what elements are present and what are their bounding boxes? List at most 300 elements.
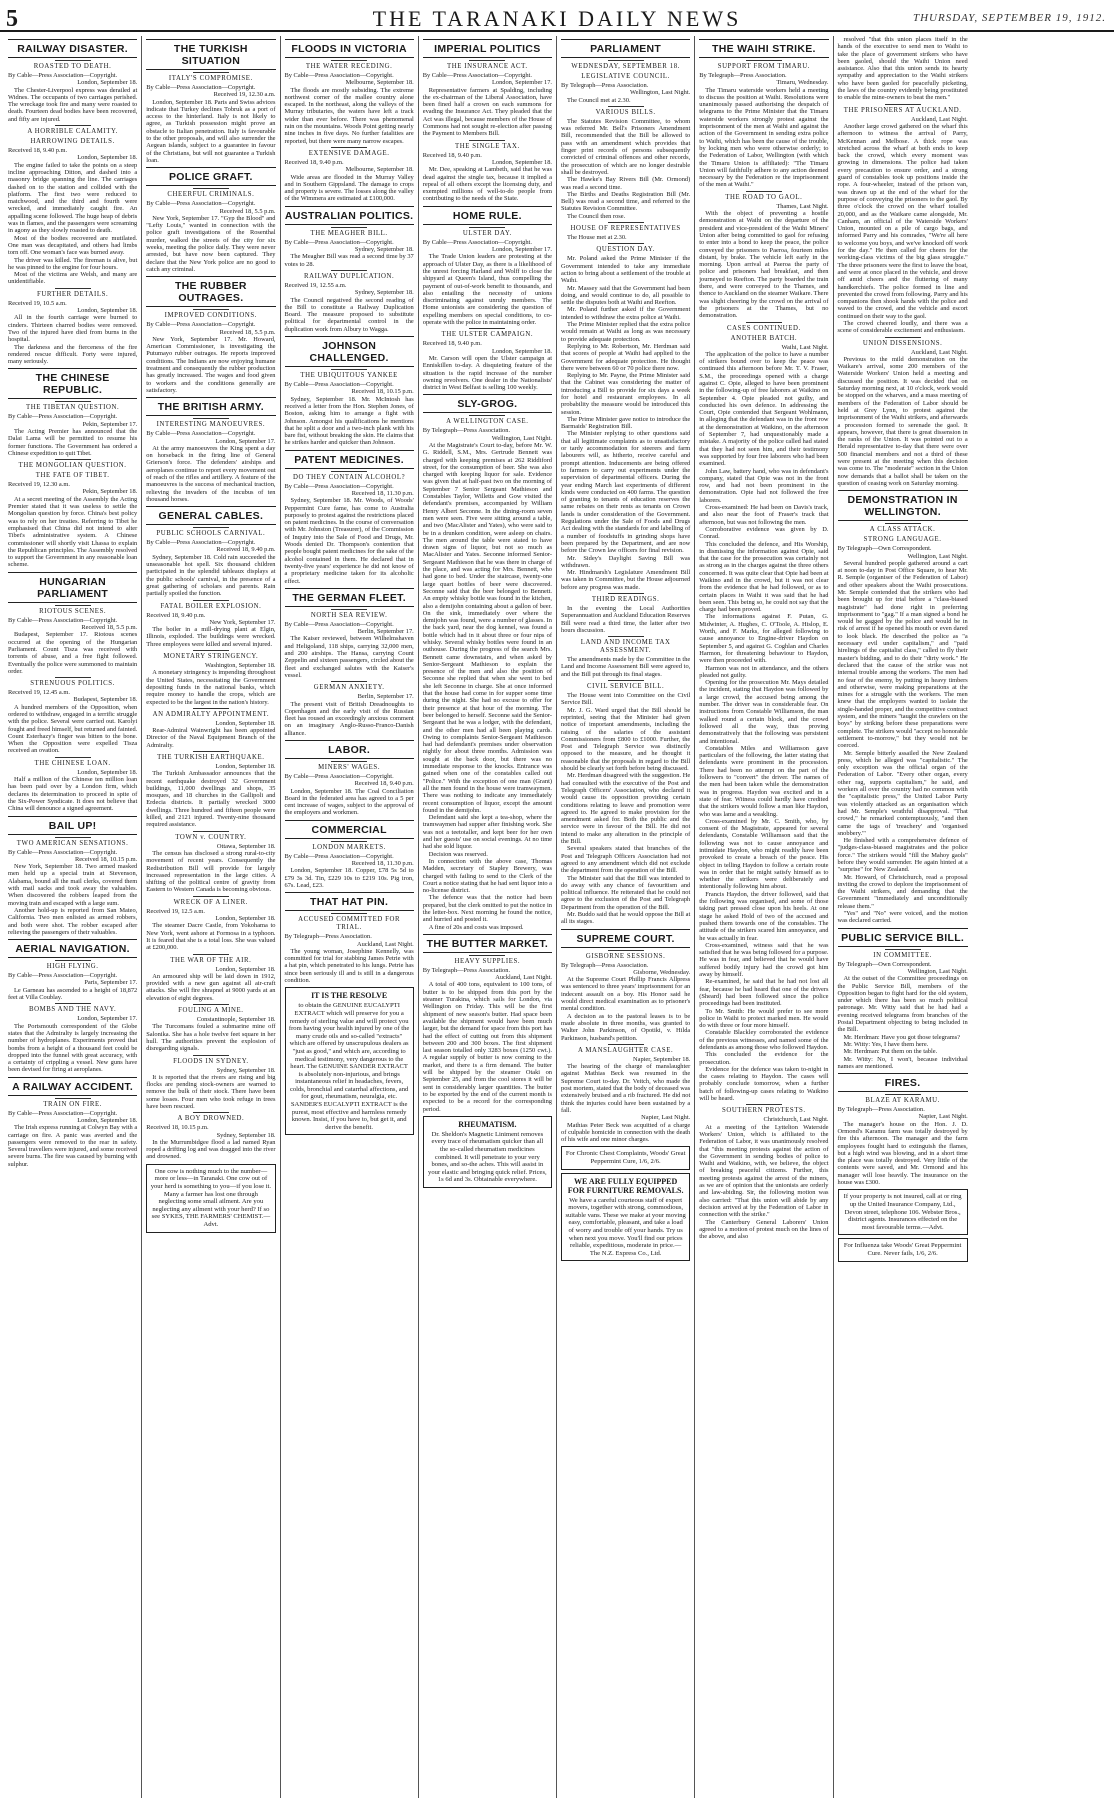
dateline: Received 18, 11.30 p.m. [351,489,414,497]
paragraph: New York, September 18. Two armed masked men held up a special train at Stevenson, Alabama, bound all the mail clerks, covered them with mail sacks and took away the valuables. When discovered the robbers leaped from the moving train and escaped with a large sum. [8,863,138,907]
paragraph: All in the fourth carriage were burned to cinders. Thirteen charred bodies were removed. Two of the injured have died from burns in the hospital. [8,314,138,344]
sub-heading: CASES CONTINUED. [726,324,801,332]
divider-rule [608,243,644,244]
sub-heading: MINERS' WAGES. [318,764,381,771]
dateline: Received 18, 9.40 p.m. [216,546,276,554]
divider-rule [608,950,644,951]
ad-heading: WE ARE FULLY EQUIPPED FOR FURNITURE REMOVALS. [567,1176,684,1195]
paragraph: Francis Haydon, the driver followed, said that the following was organised, and some of those taking part pressed close upon his heels. At one stage he asked Hold of two of the accused and pushed them towards one of the constables. The attitude of the strikers scared him annoyance, and he was actually in fear. [699,890,829,942]
paragraph: The Timaru waterside workers held a meeting to discuss the position at Waihi. Resolutions were unanimously passed authorising the despatch of telegrams to the Prime Minister that the Timaru waterside workers strongly protest against the imprisonment of the men at Waihi and against the action of the Government in sending extra police to Waihi, which has been the cause of the trouble, by locking men who were otherwise orderly; to the Federation of Labor, Wellington (with which the Timaru Union is affiliated): "The Timaru Union will faithfully adhere to any action deemed necessary by the Federation re the imprisonment of the men at Waihi." [699,86,829,189]
story-headline: HUNGARIAN PARLIAMENT [8,572,137,603]
byline: Received 18, 9.40 p.m. [422,340,482,348]
news-story [838,928,968,1070]
news-story [423,934,552,1113]
article-body [285,87,414,145]
paragraph: Cross-examined by Mr. C. Smith, who, by consent of the Magistrate, appeared for several defendants, Constable Williamson said that the following was not to cause annoyance and intimidate Haydon, who might readily have been provoked to create a breach of the peace. His object in telling Haydon to follow a certain route was in order that he might satisfy himself as to whether the strikers were deliberately and intentionally following him about. [699,817,829,891]
paragraph: To Mr. Smith: He would prefer to see more police in Waihi to protect marked men. He would do with three or four more himself. [699,1007,829,1030]
sub-heading: LEGISLATIVE COUNCIL. [581,73,670,80]
paragraph: Mr. Witty: Yes, I have them here. [843,1040,929,1048]
paragraph: At the outset of the Committee proceedings on the Public Service Bill, members of the Opposition began to fight hard for the old system, under which there has been so much political patronage. Mr. Witty said that he had had a evening received telegrams from branches of the Postal Department objecting to being included in the Bill. [837,975,968,1034]
paragraph: Sydney, September 18. Mr. Woods, of Woods' Peppermint Cure fame, has come to Australia purposely to protest against the restrictions placed on patent medicines. In the course of conversation with Mr. Johnston (Treasurer), of the Commission of Inquiry into the Sale of Food and Drugs, Mr. Woods denied Dr. Thompson's contention that people bought patent medicines for the sake of the alcohol contained in them. He declared that in twenty-five years' experience he did not know of a proprietary medicine taken for its alcoholic effect. [284,497,414,585]
divider-rule [885,1094,921,1095]
divider-rule [469,955,505,956]
article-body [8,704,137,755]
dateline: Pekin, September 18. [82,488,138,496]
paragraph: Mr. Sidey's Daylight Saving Bill was withdrawn. [561,554,691,569]
paragraph: An armoured ship will be laid down in 1912, provided with a new gun against all air-craft attacks. She will fire shrapnel at 9000 yards at an elevation of eight degrees. [146,972,276,1002]
dateline: Melbourne, September 18. [345,166,414,174]
story-headline: PARLIAMENT [561,39,690,58]
paragraph: A hundred members of the Opposition, when ordered to withdraw, engaged in a terrific struggle with the police. Several were carried out. Karolyi fought and freed himself, but returned and fainted. Count Esterhazy's finger was bitten to the bone. When the Opposition were expelled Tisza received an ovation. [8,703,138,755]
paragraph: Sydney, September 18. Cold rain succeeded the unseasonable hot spell. Six thousand children participated in the splendid tableaux displays at the public schools' carnival, in the presence of a great gathering of scholars and parents. Rain partially spoiled the function. [146,553,276,598]
byline: Received 19, 10.5 a.m. [8,299,67,307]
paragraph: London, September 18. Copper, £78 5s 5d to £79 3s 3d. Tin, £229 10s to £219 10s. Pig iron, 67s. Lead, £23. [284,867,414,889]
advertisement [838,1189,968,1235]
news-story [285,588,414,737]
paragraph: The manager's house on the Hon. J. D. Ormond's Karamu farm was totally destroyed by fire this afternoon. The manager and the farm employees fought hard to extinguish the flames, but a high wind was blowing, and in a short time the place was totally destroyed. Very little of the contents were saved, and Mr. Ormond and his manager will lose heavily. The insurance on the house was £300. [837,1120,968,1187]
paragraph: New York, September 17. "Gyp the Blood" and "Lefty Louis," wanted in connection with the police graft investigations of the Rosenthal murder, walked the streets of the city for six weeks, meeting the police daily. They were never arrested, but have now been captured. They declare that the New York police are no good to catch any criminal. [146,214,276,273]
divider-rule [608,60,644,61]
dateline: London, September 18. [215,915,276,923]
dateline: Washington, September 18. [205,662,276,670]
sub-heading: HIGH FLYING. [46,963,99,971]
paragraph: The hearing of the charge of manslaughter against Mathias Beck was resumed in the Supreme Court to-day. Dr. Veitch, who made the post mortem, stated that the body of deceased was extensively bruised and a rib fractured. He did not think the injuries could have been sustained by a fall. [561,1063,691,1114]
dateline: Berlin, September 17. [357,693,414,701]
paragraph: Sydney, September 18. Mr. McIntosh has received a letter from the Hon. Stephen Jones, of Boston, asking him to arrange a fight with Johnson. Amongst his qualifications he mentions that he split a door and a two-inch plank with his bare fist, without breaking the skin. He claims that he strikes harder and quicker than Johnson. [284,395,414,447]
byline: By Telegraph—Own Correspondent. [837,545,932,553]
dateline: Budapest, September 18. [73,696,138,704]
dateline: Received 19, 12.30 a.m. [213,91,276,99]
article-body [146,850,275,894]
byline: By Cable—Press Association—Copyright. [284,482,394,490]
sub-heading: EXTENSIVE DAMAGE. [308,149,390,157]
article-body [146,626,275,648]
article-body [423,355,552,391]
advertisement [561,1146,690,1169]
article-body [146,554,275,598]
paragraph: The driver was killed. The fireman is alive, but he was pinned to the engine for four hours. [8,256,138,271]
advertisement [146,1164,275,1233]
dateline: Received 18, 9.40 p.m. [354,780,414,788]
divider-rule [746,60,782,61]
dateline: London, September 17. [215,437,276,445]
advertisement [285,987,414,1135]
sub-heading: THE PRISONERS AT AUCKLAND. [843,106,962,114]
paragraph: The Trade Union leaders are protesting at the approach of Ulster Day, as there is a likelihood of the unrest forcing Harland and Wolff to close the shipyard at Queen's Island, thus compelling the payment of out-of-work benefit to thousands, and also entailing the necessity of unions discriminating against unruly members. The Home unionists are considering the question of expelling members on special conditions, to co-operate with the police in maintaining order. [422,253,552,327]
sub-heading: RIOTOUS SCENES. [39,607,107,615]
sub-heading: INTERESTING MANOEUVRES. [156,421,266,429]
byline: By Cable—Press Association—Copyright. [422,72,532,79]
sub-heading: FATAL BOILER EXPLOSION. [160,602,262,610]
story-headline: THE TURKISH SITUATION [146,39,275,70]
article-body [8,314,137,365]
sub-heading: THE WATER RECEDING. [305,63,393,70]
article-body [146,1139,275,1161]
article-body [8,428,137,457]
news-story [8,816,137,937]
divider-rule [885,337,921,338]
paragraph: resolved "that this union places itself in the hands of the executive to send men to Waihi to take the place of government strikers who have been gaoled, should the Waihi Union need assistance. Also that this union sends its hearty sympathy and appreciation to the Waihi strikers who have been gaoled for peacefully picketing, the laws of the country evidently being prostituted to enable the mine-owners to beat the men." [837,36,968,102]
divider-rule [193,527,229,528]
paragraph: Corroborative evidence was given by D. Conrad. [699,525,829,541]
dateline: Auckland, Last Night. [910,115,968,123]
paragraph: Mr. Herdman disagreed with the suggestion. He had consulted with the executive of the Post and Telegraph Officers' Association, who declared it would cause its opposition providing certain conditions relating to leave and promotion were agreed to. He agreed to make provision for the amendment asked for. Both the public and the service were in favour of the Bill. He did not intend to make any alteration in the principle of the Bill. [561,772,691,846]
sub-heading: THE SINGLE TAX. [454,142,520,150]
article-body [285,867,414,889]
dateline: London, September 18. [215,965,276,973]
byline: By Cable—Press Association—Copyright. [8,972,118,980]
divider-rule [55,1098,91,1099]
news-story [285,39,414,203]
byline: By Cable—Press Association—Copyright. [8,413,118,421]
article-body [146,922,275,951]
byline: Received 18, 9.40 p.m. [284,158,344,166]
sub-heading: ULSTER DAY. [462,229,512,237]
divider-rule [193,309,229,310]
divider-rule [55,757,91,758]
article-body [423,442,552,931]
paragraph: He finished with a comprehensive defence of "judges-class-biassed magistrates and the police force." The strikers would "fill the Mahoy gaols" before they would surrender. He again hinted at a "surprise" for New Zealand. [837,837,968,874]
dateline: Waihi, Last Night. [781,343,829,351]
paragraph: With the object of preventing a hostile demonstration at Waihi on the departure of the president and vice-president of the Waihi Miners' Union after being committed to gaol for refusing to enter into a bond to keep the peace, the police conveyed the prisoners to Paeroa, fourteen miles distant, by brake. The vehicle left early in the morning. Upon arrival at Paeroa the party of police and prisoners had breakfast, and then journeyed to Reefton. The party boarded the train there, and were conveyed to the Thames, and thence to Auckland on the steamer Waikare. There was slight cheering by the crowd on the arrival of the prisoners at the Thames, but no demonstration. [699,210,829,320]
byline: By Telegraph—Press Association. [837,1106,925,1114]
sub-heading: BOMBS AND THE NAVY. [28,1006,117,1014]
paragraph: The Hawke's Bay Rivers Bill (Mr. Ormond) was read a second time. [561,176,691,191]
paragraph: A total of 400 tons, equivalent to 100 tons, of butter is to be shipped from this port by the steamer Turakina, which sails for London, via Wellington on Friday. This will be the first shipment of new season's butter. Had space been available the shipment would have been much larger, but the demand for space from this port has had the effect of cutting out from this shipment between 200 and 300 boxes. The first shipment last season totalled only 3283 boxes (1250 cwt.). A regular supply of butter is now coming to the market, and there is a firm demand. The butter will be shipped by the steamer Otaki on September 25, and from the cool stores it will be sent in considerably larger quantities. The butter to be exported by the end of the current month is expected to be a record for the corresponding period. [422,981,552,1113]
divider-rule [885,523,921,524]
paragraph: The present visit of British Dreadnoughts to Copenhagen and the early visit of the Russian fleet has roused an exceedingly anxious comment on an imaginary Anglo-Russo-Franco-Danish alliance. [284,700,414,737]
dateline: Ottawa, September 18. [216,842,276,850]
paragraph: Re-examined, he said that he had not lost all fear, because he had heard that one of the drivers (Sheard) had been followed since the police proceedings had been instituted. [699,978,829,1008]
story-headline: LABOR. [285,740,414,759]
article-body [699,210,828,319]
news-story [838,490,968,924]
article-body [146,973,275,1002]
article-body [561,976,690,1042]
divider-rule [55,677,91,678]
sub-heading: DO THEY CONTAIN ALCOHOL? [293,473,406,481]
article-body [561,605,690,634]
news-story [146,276,275,394]
paragraph: This concluded the evidence for the prosecution. [699,1051,829,1066]
byline: By Telegraph—Own Correspondent. [837,960,932,968]
paragraph: Defendant said she kept a tea-shop, where the tramwaymen had supper after finishing work. She was not a teetotaller, and kept beer for her own and her guests' use on social evenings. At no time had she sold liquor. [422,814,552,851]
paragraph: Mr. Hindmarsh's Legislature Amendment Bill was taken in Committee, but the House adjourned before any progress was made. [561,569,691,591]
paragraph: This concluded the defence, and His Worship, in dismissing the information against Opie, said that the case for the prosecution was certainly not as strong as in the charges against the three others concerned. It was quite clear that Opie had been at Waikino and in the crowd, but it was not clear from the evidence that he had followed, or as to certain places in Waihi it was said that he had been seen. This being so, he could not say that the charge had been proved. [699,540,829,614]
byline: By Cable—Press Association—Copyright. [146,321,256,329]
byline: Received 18, 10.15 p.m. [146,1124,209,1132]
story-headline: POLICE GRAFT. [146,167,275,186]
article-body [838,36,968,102]
paragraph: Most of the bodies recovered are mutilated. One man was decapitated, and others had limbs torn off. One woman's face was burned away. [8,234,138,257]
article-body [423,253,552,326]
article-body [561,97,690,104]
article-body [285,948,414,984]
story-headline: THE BUTTER MARKET. [423,934,552,953]
divider-rule [55,605,91,606]
story-headline: FLOODS IN VICTORIA [285,39,414,58]
story-headline: THE RUBBER OUTRAGES. [146,276,275,307]
divider-rule [746,191,782,192]
divider-rule [331,147,367,148]
article-body [561,234,690,241]
sub-heading: THE INSURANCE ACT. [447,63,528,70]
divider-rule [331,270,367,271]
divider-rule [193,188,229,189]
article-body [423,87,552,138]
paragraph: "Yes" and "No" were voiced, and the motion was declared carried. [837,910,968,925]
article-body [146,1074,275,1110]
byline: Received 19, 12.5 a.m. [146,907,205,915]
story-headline: THAT HAT PIN. [285,892,414,911]
news-story [838,36,968,487]
sub-heading: FURTHER DETAILS. [36,290,109,298]
paragraph: At a meeting of the Lyttelton Waterside Workers' Union, which is affiliated to the Federation of Labor, it was unanimously resolved that "this meeting protests against the action of the Government in sending bodies of police to Waihi and Waikino, with, we believe, the object of breaking peaceful citizens. Further, this meeting protests against the arrest of the miners, as we are of opinion that the unionists are orderly and law-abiding. Sir, the following motion was also carried: "That this union will abide by any decision arrived at by the Federation of Labor in connection with the strike." [699,1123,829,1219]
news-story [146,167,275,273]
sub-heading: VARIOUS BILLS. [595,108,656,116]
article-body [838,975,968,1070]
byline: By Cable—Press Association—Copyright. [284,773,394,780]
divider-rule [331,471,367,472]
paragraph: Cross-examined, witness said that he was satisfied that he was being followed for a purpose. He was in fear, and believed that he would have suffered bodily injury had the crowd got him away by himself. [699,941,829,979]
ad-text: For Chronic Chest Complaints, Woods' Great Peppermint Cure, 1/6, 2/6. [565,1150,686,1165]
paragraph: In the Murrumbidgee flood a lad named Ryan roped a drifting log and was dragged into the river and drowned. [146,1138,276,1161]
sub-heading: ROASTED TO DEATH. [33,63,112,70]
article-body [838,560,968,925]
ad-text: If your property is not insured, call at or ring up the United Insurance Company, Ltd., Devon street, telephone 106. Webster Bros., district agents. Insurances effected on the most favourable terms.—Advt. [843,1193,962,1231]
news-column-2 [142,36,280,1798]
paragraph: Representative farmers at Spalding, including the ex-chairman of the Liberal Association, have been fined half a crown on each summons for evading the Insurance Act. They pleaded that the Act was illegal, because members of the House of Commons had not sought re-election after passing the Payment to Members Bill. [422,86,552,138]
sub-heading: NORTH SEA REVIEW. [310,611,388,619]
byline: Received 18, 9.40 p.m. [146,611,206,619]
sub-heading: IMPROVED CONDITIONS. [164,312,258,320]
paragraph: Mr. Dee, speaking at Lambeth, said that he was dead against the single tax, because it implied a repeal of all others except the licensing duty, and exempted millions of well-to-do people from contributing to the needs of the State. [422,166,552,203]
dateline: Napier, Last Night. [918,1113,968,1121]
paragraph: Mr. J. G. Ward urged that the Bill should be reprinted, seeing that the Minister had given notice of important amendments, including the raising of the salaries of the assistant Commissioners from £800 to £1000. Further, the Post and Telegraph Service was distinctly opposed to the measure, and he thought it reasonable that the proposals in regard to the Bill should be clearly set forth before being discussed. [561,706,691,773]
article-body [8,987,137,1002]
byline: By Cable—Press Association—Copyright. [284,852,394,860]
sub-heading: WRECK OF A LINER. [173,898,249,906]
paragraph: Mr. Poland asked the Prime Minister if the Government intended to take any immediate action to bring about a settlement of the trouble at Waihi. [561,255,691,285]
sub-heading: ITALY'S COMPROMISE. [168,75,253,82]
paragraph: Replying to Mr. Robertson, Mr. Herdman said that scores of people at Waihi had applied to the Government for adequate protection. He thought there were between 60 or 70 police there now. [561,342,691,372]
divider-rule [193,896,229,897]
paragraph: The Meagher Bill was read a second time by 37 votes to 28. [284,253,414,268]
dateline: Sydney, September 18. [354,246,414,254]
paragraph: London, September 18. Paris and Swiss advices indicate that Turkey declines Tobruk as a port of access to the hinterland. Italy is not likely to agree, as Turkish possession might prove an obstacle to Italian penetration. Italy is favourable to the other proposals, and will also surrender the Aegean islands, subject to a guarantee in favour of the Christians, but will not guarantee a Turkish loan. [146,98,276,164]
paragraph: A fine of 20s and costs was imposed. [428,923,524,931]
paragraph: Rear-Admiral Wainwright has been appointed Director of the Naval Equipment Branch of the Admiralty. [146,727,276,749]
article-body [146,770,275,828]
article-body [146,727,275,749]
news-story [423,206,552,392]
divider-rule [608,1044,644,1045]
paragraph: Another hold-up is reported from San Mateo, California. Two men enlisted as armed robbers, and both were shot. The robber escaped after relieving the passengers of their valuables. [8,906,138,936]
sub-heading: ACCUSED COMMITTED FOR TRIAL. [298,916,401,932]
dateline: Received 18, 5.5 p.m. [219,328,276,336]
paragraph: The Minister said that the Bill was intended to do away with any chance of favouritism and political influence. He reiterated that he could not agree to the exclusion of the Post and Telegraph Department from the operation of the Bill. [561,874,691,911]
divider-rule [608,106,644,107]
story-headline: HOME RULE. [423,206,552,225]
divider-rule [193,831,229,832]
article-body [285,497,414,585]
news-column-3 [281,36,419,1798]
ad-text: For Influenza take Woods' Great Peppermint Cure. Never fails, 1/6, 2/6. [843,1242,962,1257]
byline: By Cable—Press Association—Copyright. [146,84,256,91]
paragraph: The defence was that the notice had been prepared, but the clerk omitted to put the notice in the letter-box. Next morning he found the notice, and hurried and posted it. [422,894,552,924]
paragraph: At the army manoeuvres the King spent a day on horseback in the firing line of General Grierson's force. The defenders' airships and aeroplanes continue to report every movement out of reach of the rifles and artillery. A feature of the manoeuvres is the success of mechanical traction, relieving the invaders of the incubus of ten thousand horses. [146,444,276,503]
sub-heading: QUESTION DAY. [596,246,655,254]
sub-heading: BLAZE AT KARAMU. [865,1097,940,1105]
dateline: Sydney, September 18. [216,1066,276,1074]
paragraph: Several hundred people gathered around a cart at noon to-day in Post Office Square, to hear Mr. R. Semple (organiser of the Federation of Labor) and other speakers about the Waihi prosecutions. Mr. Semple contended that the strikers who had been brought up for trial before a "class-biased magistrate" had done right in preferring imprisonment to "gag." If a man signed a bond he would be gagged by the police and would be in risk of arrest if he opened his mouth or even dared to look black. He described the police as "a necessary evil under capitalism," and "paid hirelings of the capitalist class," called to fly their master's bidding, and to do their "dirty work." He declared that the cause of the strike was not internal trouble among the workers. The men had no fear of the enemy, by putting in heavy timbers and otherwise, were making preparations at the mines for a struggle with the workers. The men knew that the employers wanted to isolate the single-handed proper, and the competitive contract system, and the miners "taught the crawlers on the boys" by striking before these preparations were complete. The strikers would "accept no honorable settlement to-morrow," but they would not be coerced. [837,559,968,750]
sub-heading: LONDON MARKETS. [312,843,386,851]
byline: Received 19, 12.45 a.m. [8,689,70,697]
divider-rule [193,1055,229,1056]
news-column-4 [419,36,557,1798]
paragraph: Wide areas are flooded in the Murray Valley and in Southern Gippsland. The damage to crops and property is severe. The losses along the valley of the Wimmera are estimated at £100,000. [284,173,414,203]
paragraph: Another large crowd gathered on the wharf this afternoon to witness the arrival of Parry, McKennan and Melbose. A thick rope was stretched across the wharf at both ends to keep back the crowd, which every moment was growing in dimensions. The police had taken every precaution to ensure order, and a strong guard of constables took up positions inside the rope. A four-wheeler, instead of the prison van, was drawn up at the end of the wharf for the purpose of conveying the prisoners to the gaol. By three o'clock the crowd on the wharf totalled 20,000, and as the Waikare came alongside, Mr. Canham, an official of the Waterside Workers' Union, mounted on a pile of cargo bags, and informed Parry and his comrades, "We're all here to welcome you boys, and we've knocked off work for the day." He then called for cheers for the working-class victims of the big glass struggle." The three prisoners were the first to leave the boat, and were at once placed in the vehicle, and drove off amid cheers and the fluttering of many handkerchiefs. The police formed in line and prevented the crowd from following. Parry and his companions then shook hands with the police and waved to the crowd, and the vehicle and escort continued on their way to the gaol. [837,122,968,320]
divider-rule [331,60,367,61]
paragraph: It is reported that the rivers are rising and big flocks are pending stock-owners are warned to remove the bulk of their stock. There have been some losses. Four men who took refuge in trees have been rescued. [146,1073,276,1110]
news-column-1 [4,36,142,1798]
byline: By Cable—Press Association—Copyright. [284,72,394,79]
dateline: Berlin, September 17. [357,628,414,636]
dateline: London, September 18. [215,719,276,727]
story-headline: THE CHINESE REPUBLIC. [8,368,137,399]
article-body [285,253,414,268]
paragraph: The Portsmouth correspondent of the Globe states that the Admiralty is largely increasing the number of hydroplanes. Experiments proved that bombs from a height of a thousand feet could be dropped into the funnel with great accuracy, with a certainty of crippling a vessel. New guns have been devised for firing at aeroplanes. [8,1022,138,1074]
paragraph: The Prime Minister gave notice to introduce the Barmaids' Registration Bill. [561,415,691,431]
dateline: London, September 18. [215,763,276,770]
divider-rule [608,593,644,594]
divider-rule [55,125,91,126]
divider-rule [331,681,367,682]
paragraph: The House went into Committee on the Civil Service Bill. [561,692,691,707]
news-columns [4,36,1110,1798]
article-body [423,166,552,202]
divider-rule [885,949,921,950]
paragraph: The Minister replying to other questions said that all legitimate complaints as to unsatisfactory or tardy accommodation for steerers and farm labourers will, as hitherto, receive careful and prompt attention. Inducements are being offered to farmers to carry out experiments under the supervision of departmental officers. During the year ending March last experiments of different kinds were conducted on 400 farms. The question of granting to tenants of education reserves the same rebates on their rents as tenants on Crown lands is under consideration of the Government. Regulations under the Sale of Foods and Drugs Act dealing with the standards for and labelling of a number of foodstuffs in grinding shops have been prepared by the Department, and are now before the Crown law officers for final revision. [561,430,691,555]
sub-heading: THE FATE OF TIBET. [35,472,110,480]
dateline: London, September 18. [77,154,138,162]
divider-rule [55,1003,91,1004]
paragraph: A decision as to the pastoral leases is to be made absolute in three months, was granted to Walter John Parkinson, of Opotiki, v. Hilda Parkinson, husband's petition. [561,1012,691,1042]
news-story [146,506,275,1161]
article-body [8,1023,137,1074]
dateline: Received 18, 10.15 p.m. [351,388,414,396]
paragraph: The Chester-Liverpool express was derailed at Widnes. The occupants of two carriages perished. The wreckage took fire and many were roasted to death. Fourteen dead bodies have been recovered, and fifty are injured. [8,86,138,123]
dateline: Wellington, Last Night. [907,967,968,975]
divider-rule [193,600,229,601]
dateline: Sydney, September 18. [354,289,414,297]
sub-heading: TOWN v. COUNTRY. [175,833,247,841]
dateline: Received 18, 5.5 p.m. [219,207,276,215]
story-headline: SUPREME COURT. [561,929,690,948]
divider-rule [55,960,91,961]
story-headline: THE GERMAN FLEET. [285,588,414,607]
article-body [146,215,275,273]
article-body [8,776,137,812]
article-body [561,1122,690,1144]
dateline: London, September 17. [77,1015,138,1023]
news-story [285,450,414,585]
news-column-7 [834,36,972,1798]
paragraph: The Kaiser reviewed, between Wilhelmshaven and Heligoland, 118 ships, carrying 32,000 men, and 200 airships. The Hansa, carrying Count Zeppelin and sixteen passengers, circled about the fleet and exchanged salutes with the Kaiser's vessel. [284,635,414,679]
sub-heading: THIRD READINGS. [591,596,660,603]
sub-heading: UNION DISSENSIONS. [862,339,943,347]
news-story [561,39,690,926]
article-body [8,162,137,286]
divider-rule [55,60,91,61]
news-story [285,740,414,817]
sub-heading: IN COMMITTEE. [873,951,933,959]
divider-rule [193,650,229,651]
news-story [285,892,414,984]
article-body [285,701,414,737]
article-body [699,351,828,1103]
paragraph: Mr. Semple bitterly assailed the New Zealand press, which he alleged was "capitalistic." The only exception was the official organ of the Federation of Labor. "Every other organ, every other rag, supports capitalism," he said, and workers all over the country had no common with the "capitalistic press," the United Labor Party was violently attacked as an organisation which had Mr. Semple's wrathful disapproval. "That crowd," he remarked contemptuously, "and then came the tags of 'treachery' and 'organised snobbery.'" [837,749,968,837]
paragraph: The Council met at 2.30. [567,96,631,104]
paragraph: The darkness and the fierceness of the fire rendered rescue difficult. Forty were injured, many seriously. [8,343,138,366]
sub-heading: THE CHINESE LOAN. [34,759,111,767]
dateline: Napier, Last Night. [641,1114,691,1122]
paragraph: London, September 18. The Coal Conciliation Board in the federated area has agreed to a 5 per cent increase of wages, subject to the approval of the employers and workmen. [284,787,414,817]
paragraph: Previous to the mild demonstration on the Waikare's arrival, some 200 members of the Waterside Workers' Union held a meeting and discussed the position. It was decided that on Saturday morning next, at 10 o'clock, work would be stopped on the wharves, and a mass meeting of members of the Federation of Labor should be held at Grey Lynn, to protest against the imprisonment of the Waihi strikers, and afterwards a procession formed to serenade the gaol. It appears, however, that there is great dissension in the ranks of the Union. It was pointed out to a Herald representative to-day that there were over 500 financial members and not a third of these were present at the meeting when this decision was come to. The "moderate" section in the Union now demands that a ballot shall be taken on the question of ceasing work on Saturday morning. [837,355,968,487]
article-body [838,356,968,487]
story-headline: PUBLIC SERVICE BILL. [838,928,968,947]
ad-heading: RHEUMATISM. [458,1119,517,1129]
divider-rule [469,140,505,141]
paragraph: New York, September 17. Mr. Howard, American Commissioner, is investigating the Putumayo rubber outrages. He reports improved conditions. The Indians are now enjoying humane treatment and consequently the rubber production has greatly increased. The wages and food given to workers and the conditions generally are satisfactory. [146,335,276,394]
divider-rule [55,837,91,838]
sub-heading: A HORRIBLE CALAMITY. [27,128,118,136]
story-headline: THE WAIHI STRIKE. [699,39,828,58]
byline: By Cable—Press Association—Copyright. [146,539,256,547]
byline: By Cable—Press Association—Copyright. [8,1109,118,1117]
divider-rule [469,227,505,228]
paragraph: The Turcomans fouled a submarine mine off Salonika. She has a hole twelve feet square in her hull. The authorities prevent the explosion of disregarding signals. [146,1023,276,1053]
dateline: Received 18, 11.30 p.m. [351,860,414,868]
news-story [699,39,828,1240]
dateline: Received 18, 5.5 p.m. [81,624,138,632]
dateline: Constantinople, September 18. [196,1016,276,1024]
dateline: London, September 18. [77,1116,138,1124]
paragraph: Several speakers stated that branches of the Post and Telegraph Officers Association had not agreed to any amendment which did not exclude the department from the operation of the Bill. [561,845,691,875]
paragraph: The Prime Minister replied that the extra police would remain at Waihi as long as was necessary to provide adequate protection. [561,321,691,343]
byline: By Telegraph—Press Association. [561,961,649,969]
paragraph: Mr. Witty: No, I won't, because individual names are mentioned. [837,1055,968,1070]
story-headline: AERIAL NAVIGATION. [8,939,137,958]
paragraph: Most of the victims are Welsh, and many are unidentifiable. [8,271,138,286]
news-story [146,39,275,164]
byline: By Telegraph—Press Association. [561,82,649,89]
story-headline: PATENT MEDICINES. [285,450,414,469]
newspaper-title: THE TARANAKI DAILY NEWS [372,6,742,31]
story-headline: DEMONSTRATION IN WELLINGTON. [838,490,968,521]
article-body [561,118,690,220]
article-body [423,981,552,1112]
paragraph: The Irish express running at Colwyn Bay with a carriage on fire. A panic was averted and the passengers were removed to the rear in safety. Several travellers were injured, and some received severe burns. The fire was caused by burning with sulphur. [8,1124,138,1168]
sub-heading: HARROWING DETAILS. [30,138,115,146]
article-body [146,445,275,503]
divider-rule [193,1112,229,1113]
article-body [285,788,414,817]
dateline: Melbourne, September 18. [345,79,414,87]
paragraph: The Acting Premier has announced that the Dalai Lama will be permitted to resume his former functions. The Government has ordered a Chinese expedition to quit Tibet. [8,427,138,457]
divider-rule [55,288,91,289]
divider-rule [469,60,505,61]
